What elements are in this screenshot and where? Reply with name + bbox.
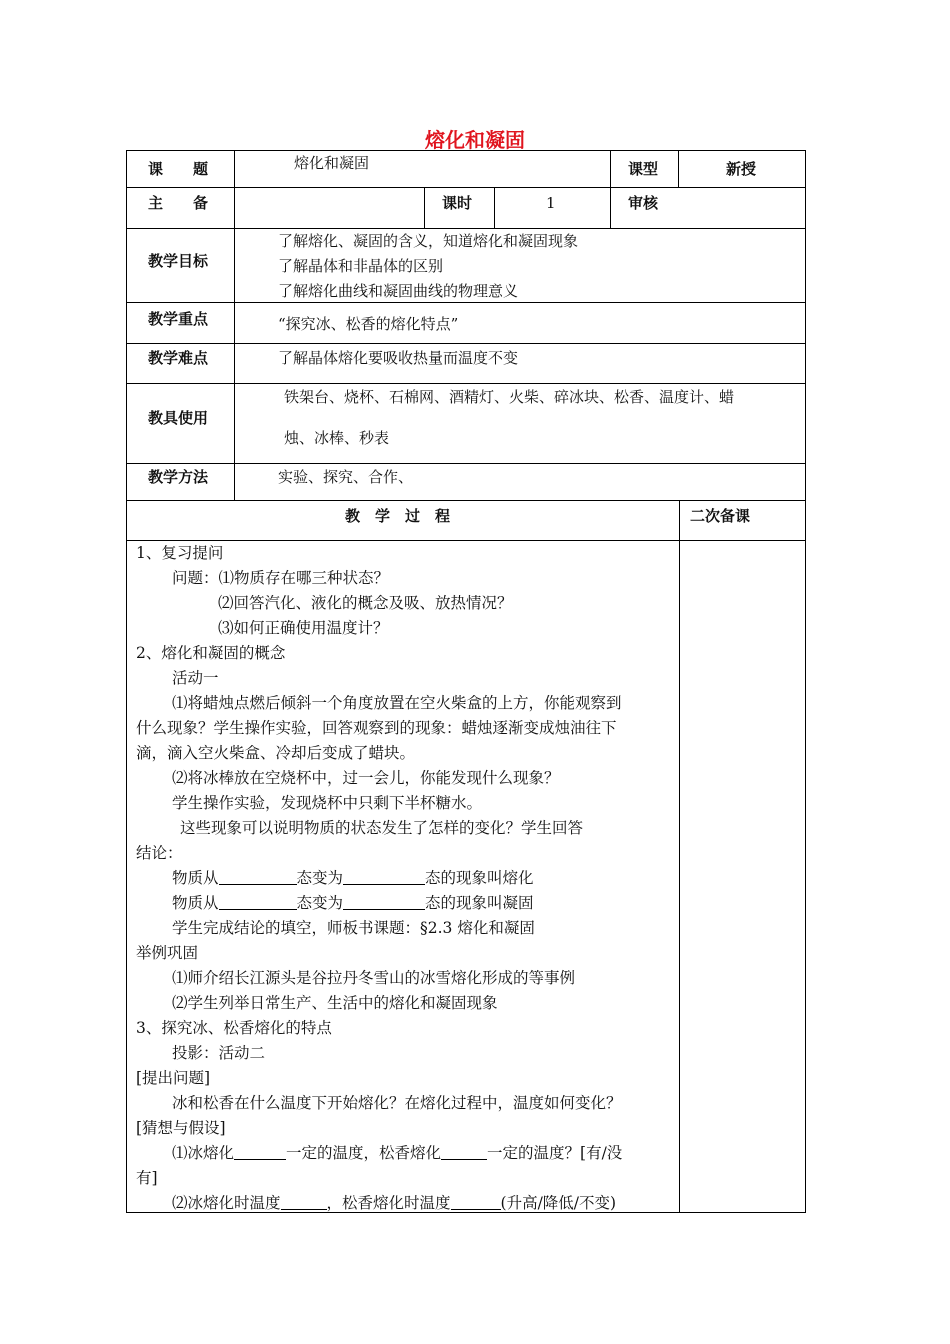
fill-text: 态的现象叫凝固 bbox=[425, 894, 534, 912]
tools-line: 烛、冰棒、秒表 bbox=[284, 429, 390, 447]
process-line: 举例巩固 bbox=[136, 944, 199, 962]
process-line: 投影：活动二 bbox=[172, 1044, 266, 1062]
tools-label: 教具使用 bbox=[148, 409, 209, 427]
method-label: 教学方法 bbox=[148, 468, 209, 486]
table-divider bbox=[126, 302, 806, 303]
fill-text: 态变为 bbox=[296, 869, 344, 887]
process-line: 滴，滴入空火柴盒、冷却后变成了蜡块。 bbox=[136, 744, 416, 762]
fill-blank[interactable] bbox=[219, 895, 297, 910]
table-divider bbox=[126, 500, 806, 501]
hours-label: 课时 bbox=[442, 194, 473, 212]
difficulty-label: 教学难点 bbox=[148, 349, 209, 367]
fill-blank[interactable] bbox=[281, 1195, 327, 1210]
fill-blank[interactable] bbox=[234, 1145, 286, 1160]
process-line: ⑴将蜡烛点燃后倾斜一个角度放置在空火柴盒的上方，你能观察到 bbox=[172, 694, 622, 712]
type-value: 新授 bbox=[726, 160, 757, 178]
process-line: [提出问题] bbox=[136, 1069, 211, 1087]
process-line: ⑵将冰棒放在空烧杯中，过一会儿，你能发现什么现象？ bbox=[172, 769, 560, 787]
fill-blank[interactable] bbox=[441, 1145, 487, 1160]
process-line: [猜想与假设] bbox=[136, 1119, 226, 1137]
process-line: 2、熔化和凝固的概念 bbox=[136, 644, 286, 662]
table-divider bbox=[126, 383, 806, 384]
topic-label: 课 题 bbox=[148, 160, 209, 178]
goal-item: 了解晶体和非晶体的区别 bbox=[278, 257, 444, 275]
process-line: ⑵学生列举日常生产、生活中的熔化和凝固现象 bbox=[172, 994, 498, 1012]
process-line: 有] bbox=[136, 1169, 158, 1187]
fill-text: ⑴冰熔化 bbox=[172, 1144, 235, 1162]
difficulty-value: 了解晶体熔化要吸收热量而温度不变 bbox=[278, 349, 519, 367]
process-line: 学生完成结论的填空，师板书课题：§2.3 熔化和凝固 bbox=[172, 919, 535, 937]
process-line: 活动一 bbox=[172, 669, 219, 687]
fill-text: ⑵冰熔化时温度 bbox=[172, 1194, 281, 1212]
table-divider bbox=[126, 228, 806, 229]
focus-label: 教学重点 bbox=[148, 310, 209, 328]
tools-line: 铁架台、烧杯、石棉网、酒精灯、火柴、碎冰块、松香、温度计、蜡 bbox=[284, 388, 735, 406]
process-line: ⑵回答汽化、液化的概念及吸、放热情况？ bbox=[218, 594, 513, 612]
table-divider bbox=[494, 187, 495, 228]
hypothesis-2 bbox=[172, 1192, 616, 1214]
process-header: 教 学 过 程 bbox=[345, 507, 451, 525]
fill-text: 一定的温度？[有/没 bbox=[487, 1144, 623, 1162]
fill-blank[interactable] bbox=[343, 895, 425, 910]
table-divider bbox=[126, 463, 806, 464]
fill-text: 态变为 bbox=[296, 894, 344, 912]
fill-text: 态的现象叫熔化 bbox=[425, 869, 534, 887]
topic-value: 熔化和凝固 bbox=[294, 154, 370, 172]
process-line: 1、复习提问 bbox=[136, 544, 224, 562]
type-label: 课型 bbox=[628, 160, 659, 178]
goals-label: 教学目标 bbox=[148, 252, 209, 270]
hypothesis-1 bbox=[172, 1142, 622, 1164]
fill-blank[interactable] bbox=[343, 870, 425, 885]
melting-definition bbox=[172, 867, 534, 889]
preparer-label: 主 备 bbox=[148, 194, 209, 212]
review-label: 审核 bbox=[628, 194, 659, 212]
solidifying-definition bbox=[172, 892, 534, 914]
page-title: 熔化和凝固 bbox=[425, 128, 525, 152]
method-value: 实验、探究、合作、 bbox=[278, 468, 414, 486]
process-line: 学生操作实验，发现烧杯中只剩下半杯糖水。 bbox=[172, 794, 483, 812]
process-line: 这些现象可以说明物质的状态发生了怎样的变化？学生回答 bbox=[180, 819, 584, 837]
fill-text: (升高/降低/不变) bbox=[500, 1194, 617, 1212]
table-divider bbox=[126, 343, 806, 344]
fill-blank[interactable] bbox=[219, 870, 297, 885]
goal-item: 了解熔化曲线和凝固曲线的物理意义 bbox=[278, 282, 519, 300]
table-divider bbox=[126, 187, 806, 188]
fill-text: ，松香熔化时温度 bbox=[326, 1194, 451, 1212]
process-line: 3、探究冰、松香熔化的特点 bbox=[136, 1019, 332, 1037]
process-line: ⑶如何正确使用温度计？ bbox=[218, 619, 389, 637]
table-divider bbox=[234, 150, 235, 500]
table-divider bbox=[610, 150, 611, 228]
fill-blank[interactable] bbox=[451, 1195, 501, 1210]
table-divider bbox=[679, 500, 680, 1213]
process-line: 什么现象？学生操作实验，回答观察到的现象：蜡烛逐渐变成烛油往下 bbox=[136, 719, 617, 737]
table-divider bbox=[424, 187, 425, 228]
table-divider bbox=[126, 540, 806, 541]
process-line: 问题：⑴物质存在哪三种状态？ bbox=[172, 569, 390, 587]
second-prep-header: 二次备课 bbox=[690, 507, 751, 525]
process-line: ⑴师介绍长江源头是谷拉丹冬雪山的冰雪熔化形成的等事例 bbox=[172, 969, 576, 987]
fill-text: 物质从 bbox=[172, 894, 219, 912]
table-divider bbox=[678, 150, 679, 187]
goal-item: 了解熔化、凝固的含义，知道熔化和凝固现象 bbox=[278, 232, 579, 250]
process-line: 结论： bbox=[136, 844, 183, 862]
fill-text: 物质从 bbox=[172, 869, 219, 887]
fill-text: 一定的温度，松香熔化 bbox=[286, 1144, 442, 1162]
focus-value: “探究冰、松香的熔化特点” bbox=[278, 315, 459, 333]
hours-value: 1 bbox=[546, 194, 556, 212]
process-line: 冰和松香在什么温度下开始熔化？在熔化过程中，温度如何变化？ bbox=[172, 1094, 622, 1112]
